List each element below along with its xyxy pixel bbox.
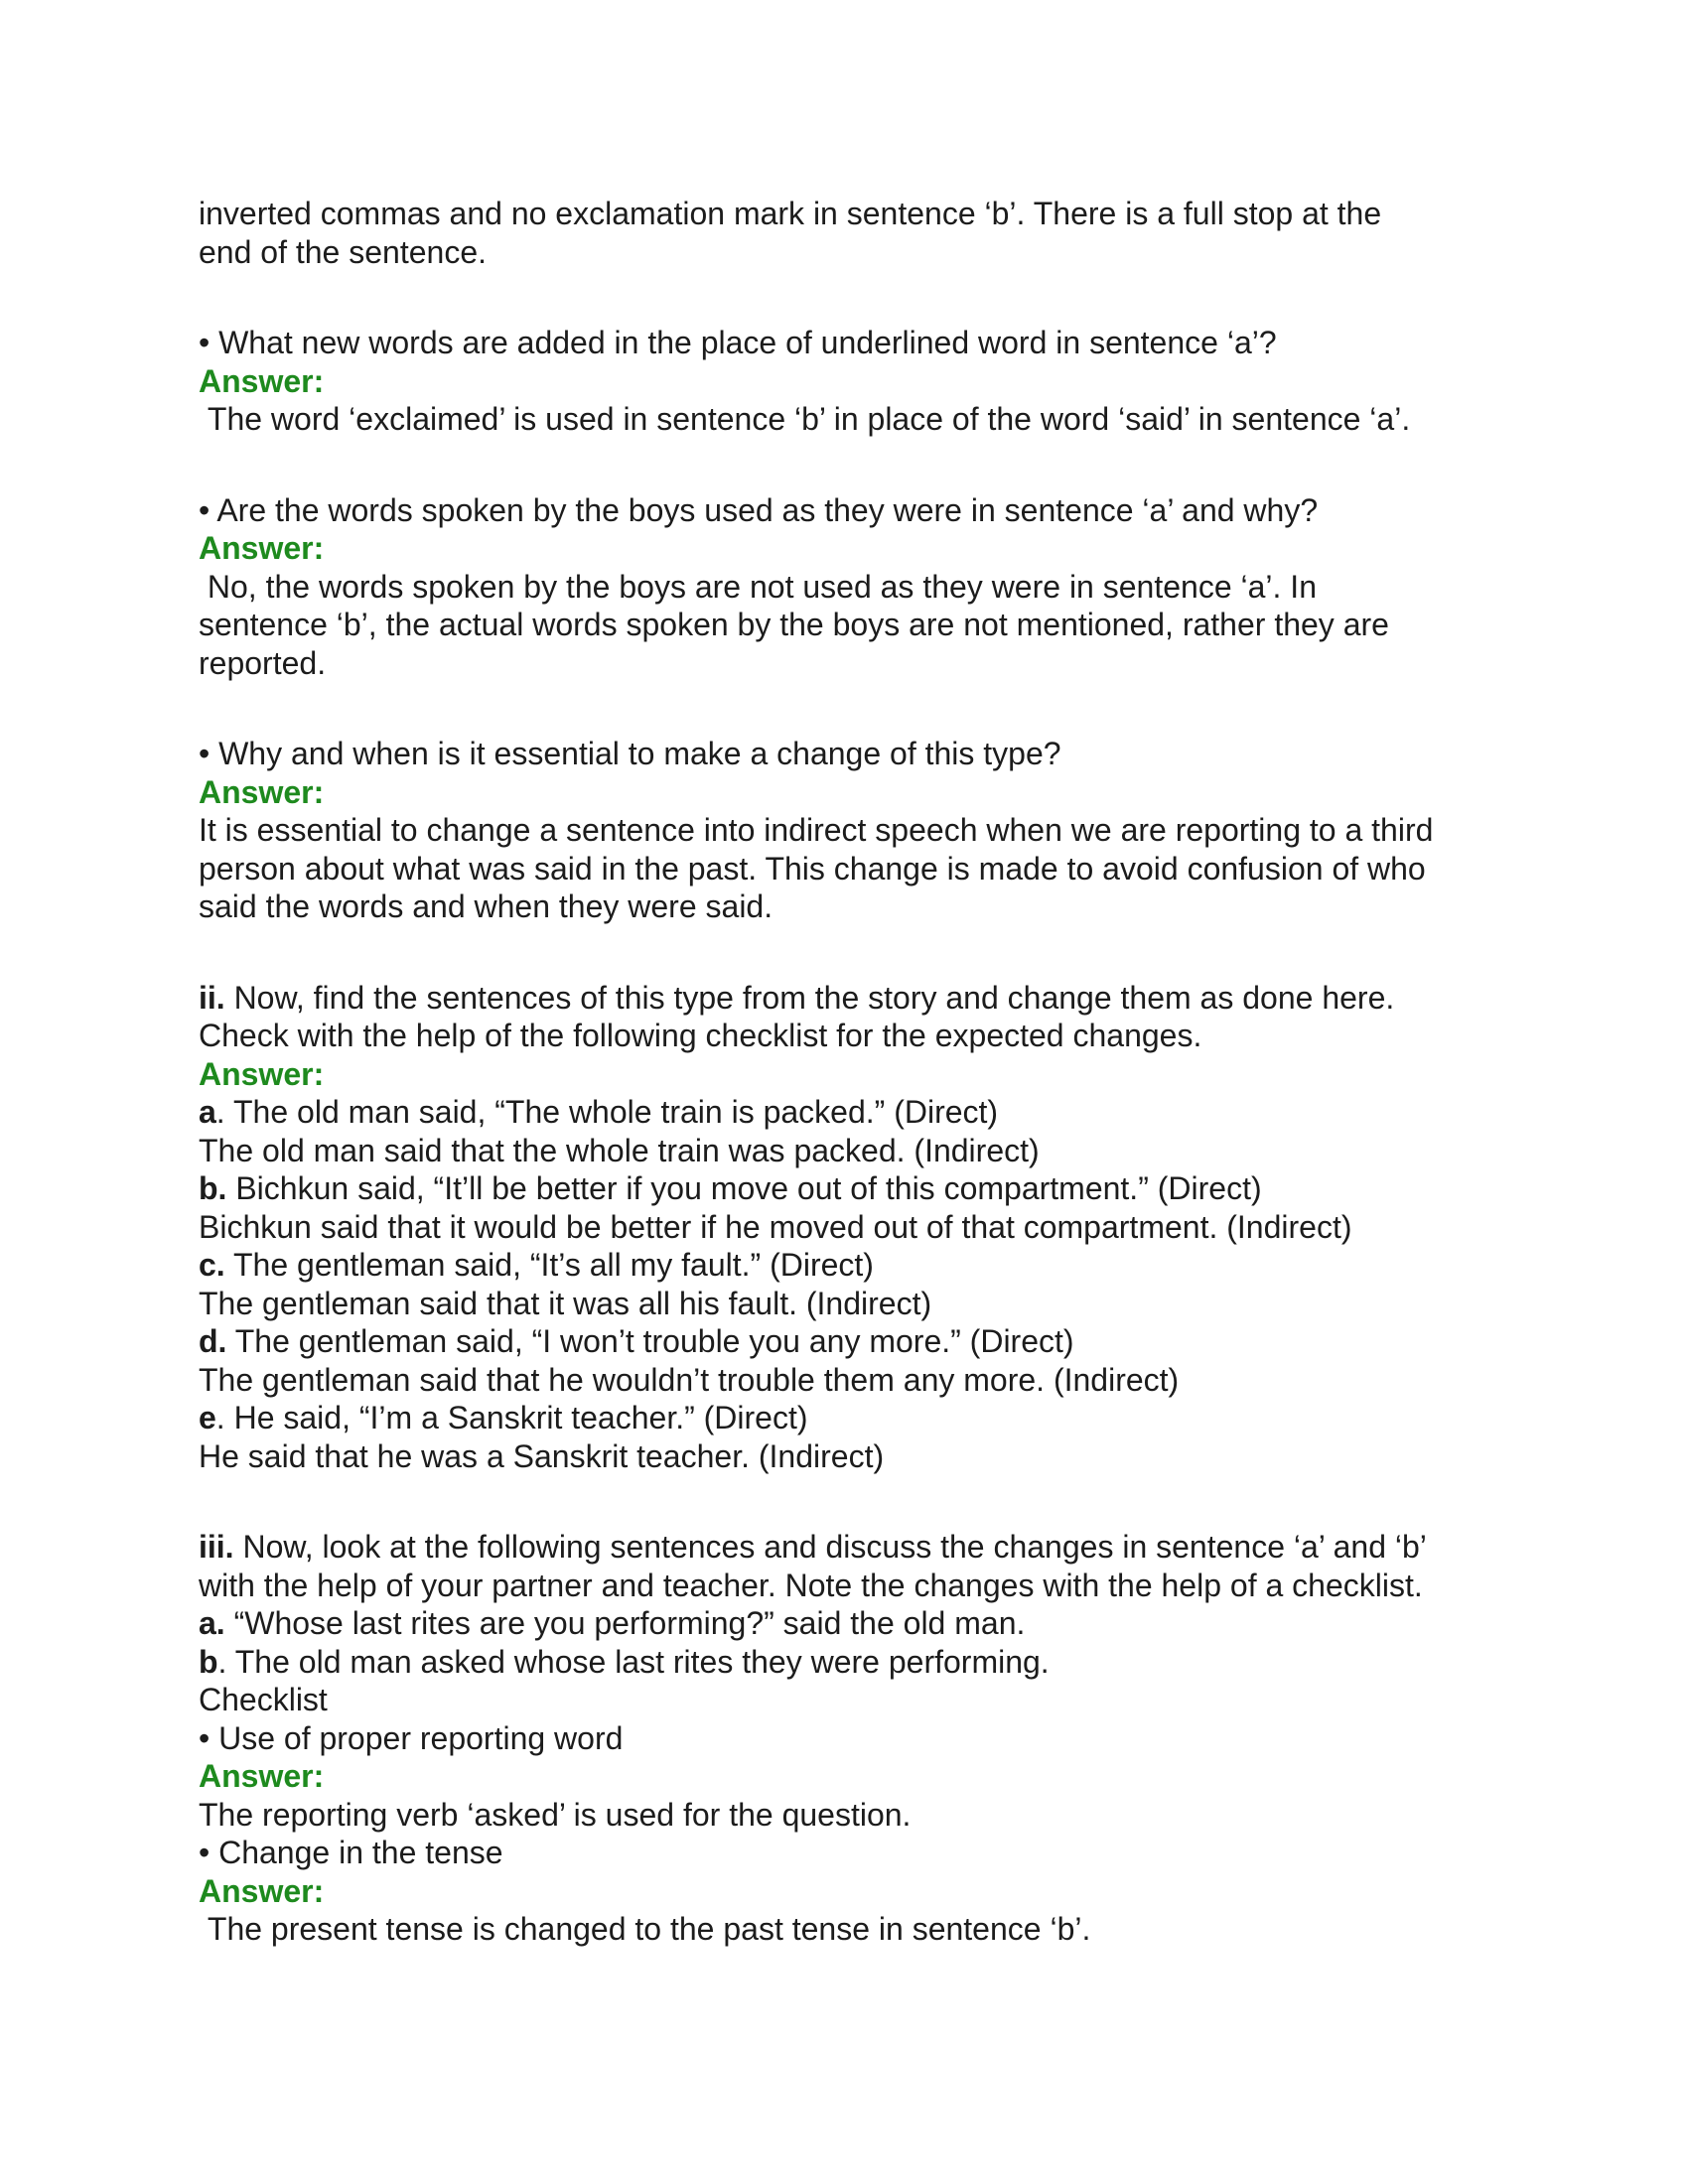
item-d-direct: d. The gentleman said, “I won’t trouble you any more.” (Direct) <box>199 1323 1074 1359</box>
answer-label: Answer: <box>199 530 325 566</box>
question-3: • Why and when is it essential to make a change of this type? <box>199 736 1061 771</box>
sentence-b-marker: b <box>199 1643 218 1680</box>
item-b-indirect: Bichkun said that it would be better if he moved out of that compartment. (Indirect) <box>199 1208 1352 1245</box>
item-e-direct: e. He said, “I’m a Sanskrit teacher.” (Direct) <box>199 1400 808 1435</box>
answer-2-line-1: No, the words spoken by the boys are not used as they were in sentence ‘a’. In <box>199 568 1317 605</box>
item-b-direct: b. Bichkun said, “It’ll be better if you move out of this compartment.” (Direct) <box>199 1170 1262 1206</box>
section-2-intro-line-2: Check with the help of the following checklist for the expected changes. <box>199 1018 1202 1053</box>
question-2: • Are the words spoken by the boys used as they were in sentence ‘a’ and why? <box>199 491 1319 528</box>
answer-3-line-2: person about what was said in the past. This change is made to avoid confusion of who <box>199 850 1426 887</box>
checklist-item-2: • Change in the tense <box>199 1835 503 1870</box>
section-3-intro-line-2: with the help of your partner and teacher. Note the changes with the help of a checklist. <box>199 1567 1423 1603</box>
section-3-intro-line-1 <box>199 1528 1509 1567</box>
continuation-line-1: inverted commas and no exclamation mark in sentence ‘b’. There is a full stop at the <box>199 196 1382 231</box>
section-3-intro-text: Now, look at the following sentences and discuss the changes in sentence ‘a’ and ‘b’ <box>233 1529 1427 1565</box>
question-1: • What new words are added in the place of underlined word in sentence ‘a’? <box>199 325 1277 360</box>
item-a-direct: a. The old man said, “The whole train is packed.” (Direct) <box>199 1094 999 1130</box>
section-2-intro-line-1 <box>199 979 1509 1018</box>
answer-label: Answer: <box>199 1872 325 1909</box>
item-c-direct: c. The gentleman said, “It’s all my fault.” (Direct) <box>199 1247 874 1283</box>
item-c-marker: c. <box>199 1247 225 1283</box>
checklist-item-1: • Use of proper reporting word <box>199 1719 624 1756</box>
item-c-indirect: The gentleman said that it was all his fault. (Indirect) <box>199 1285 932 1321</box>
item-e-marker: e <box>199 1400 216 1435</box>
sentence-b: b. The old man asked whose last rites they were performing. <box>199 1643 1050 1680</box>
item-b-marker: b. <box>199 1170 227 1206</box>
answer-2-line-2: sentence ‘b’, the actual words spoken by the boys are not mentioned, rather they are <box>199 607 1389 642</box>
sentence-a-marker: a. <box>199 1605 225 1641</box>
section-2-marker: ii. <box>199 979 225 1016</box>
document-page <box>199 195 1509 1949</box>
answer-3-line-1: It is essential to change a sentence into indirect speech when we are reporting to a third <box>199 812 1434 848</box>
answer-2-line-3: reported. <box>199 644 327 681</box>
item-d-marker: d. <box>199 1323 227 1359</box>
checklist-answer-1: The reporting verb ‘asked’ is used for the question. <box>199 1796 912 1833</box>
section-2-intro-text: Now, find the sentences of this type from the story and change them as done here. <box>224 979 1395 1016</box>
checklist-label: Checklist <box>199 1682 328 1717</box>
answer-label: Answer: <box>199 773 325 810</box>
answer-1-line-1: The word ‘exclaimed’ is used in sentence ‘b’ in place of the word ‘said’ in sentence ‘a’. <box>199 401 1411 437</box>
answer-label: Answer: <box>199 1055 325 1092</box>
item-a-marker: a <box>199 1094 216 1130</box>
continuation-line-2: end of the sentence. <box>199 233 487 270</box>
item-d-indirect: The gentleman said that he wouldn’t trouble them any more. (Indirect) <box>199 1361 1180 1398</box>
section-3-marker: iii. <box>199 1529 234 1565</box>
item-e-indirect: He said that he was a Sanskrit teacher. (Indirect) <box>199 1437 885 1474</box>
answer-3-line-3: said the words and when they were said. <box>199 888 774 924</box>
answer-label: Answer: <box>199 1758 325 1794</box>
item-a-indirect: The old man said that the whole train was packed. (Indirect) <box>199 1132 1040 1168</box>
sentence-a: a. “Whose last rites are you performing?” said the old man. <box>199 1605 1026 1641</box>
checklist-answer-2: The present tense is changed to the past tense in sentence ‘b’. <box>199 1911 1091 1947</box>
answer-label: Answer: <box>199 362 325 399</box>
